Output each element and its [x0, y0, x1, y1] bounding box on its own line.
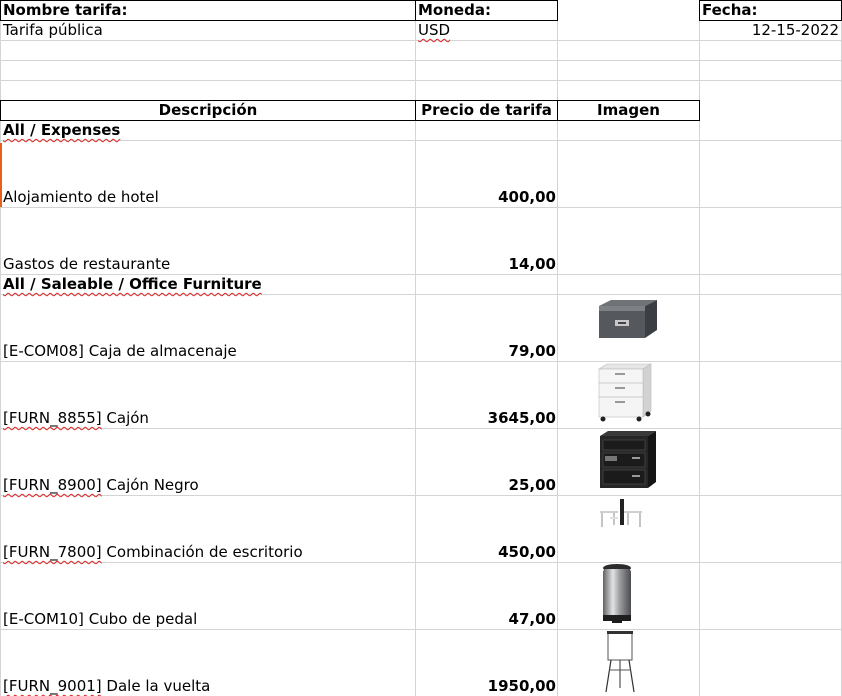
item-code: [FURN_7800] — [3, 543, 102, 561]
grid-line — [0, 80, 842, 81]
grid-line — [0, 40, 842, 41]
item-code: [FURN_8855] — [3, 409, 102, 427]
storage-box-icon — [597, 298, 659, 344]
item-name: Cubo de pedal — [88, 610, 198, 628]
item-price[interactable]: 79,00 — [508, 342, 556, 360]
grid-line — [0, 361, 842, 362]
item-code: [E-COM08] — [3, 342, 84, 360]
section-title-office-furniture: All / Saleable / Office Furniture — [3, 275, 262, 293]
desk-combination-icon — [598, 497, 644, 531]
column-header-imagen: Imagen — [597, 101, 660, 119]
moneda-value[interactable]: USD — [418, 21, 451, 39]
item-price[interactable]: 400,00 — [498, 188, 556, 206]
item-label[interactable] — [3, 476, 199, 495]
item-price[interactable]: 3645,00 — [487, 409, 556, 427]
nombre-tarifa-value[interactable]: Tarifa pública — [3, 21, 103, 39]
grid-line — [0, 207, 842, 208]
item-price[interactable]: 25,00 — [508, 476, 556, 494]
cell-cursor-marker — [0, 143, 2, 207]
moneda-label: Moneda: — [418, 1, 491, 19]
item-price[interactable]: 47,00 — [508, 610, 556, 628]
drawer-unit-icon — [597, 363, 653, 423]
grid-line — [0, 140, 842, 141]
black-drawer-icon — [596, 430, 658, 490]
item-name: Caja de almacenaje — [88, 342, 237, 360]
item-name: Combinación de escritorio — [106, 543, 303, 561]
item-label[interactable] — [3, 610, 197, 629]
grid-line — [0, 428, 842, 429]
column-header-precio: Precio de tarifa — [421, 101, 552, 119]
item-code: [E-COM10] — [3, 610, 84, 628]
grid-line — [0, 60, 842, 61]
item-name: Cajón — [106, 409, 149, 427]
item-label[interactable] — [3, 677, 210, 696]
grid-line — [0, 495, 842, 496]
item-price[interactable]: 450,00 — [498, 543, 556, 561]
fecha-value[interactable]: 12-15-2022 — [751, 21, 839, 39]
item-code: [FURN_8900] — [3, 476, 102, 494]
column-header-descripcion: Descripción — [158, 101, 258, 119]
grid-line — [0, 629, 842, 630]
pedal-bin-icon — [599, 563, 635, 625]
item-label[interactable] — [3, 409, 149, 428]
item-label[interactable]: Alojamiento de hotel — [3, 188, 159, 206]
fecha-label: Fecha: — [702, 1, 758, 19]
flipchart-icon — [603, 630, 637, 694]
item-name: Dale la vuelta — [106, 677, 211, 695]
item-price[interactable]: 1950,00 — [487, 677, 556, 695]
nombre-tarifa-label: Nombre tarifa: — [3, 1, 128, 19]
item-label[interactable] — [3, 543, 303, 562]
item-code: [FURN_9001] — [3, 677, 102, 695]
grid-line — [0, 294, 842, 295]
section-title-expenses: All / Expenses — [3, 121, 121, 139]
item-name: Cajón Negro — [106, 476, 199, 494]
item-label[interactable]: Gastos de restaurante — [3, 255, 171, 273]
grid-line — [0, 562, 842, 563]
item-price[interactable]: 14,00 — [508, 255, 556, 273]
item-label[interactable] — [3, 342, 237, 361]
